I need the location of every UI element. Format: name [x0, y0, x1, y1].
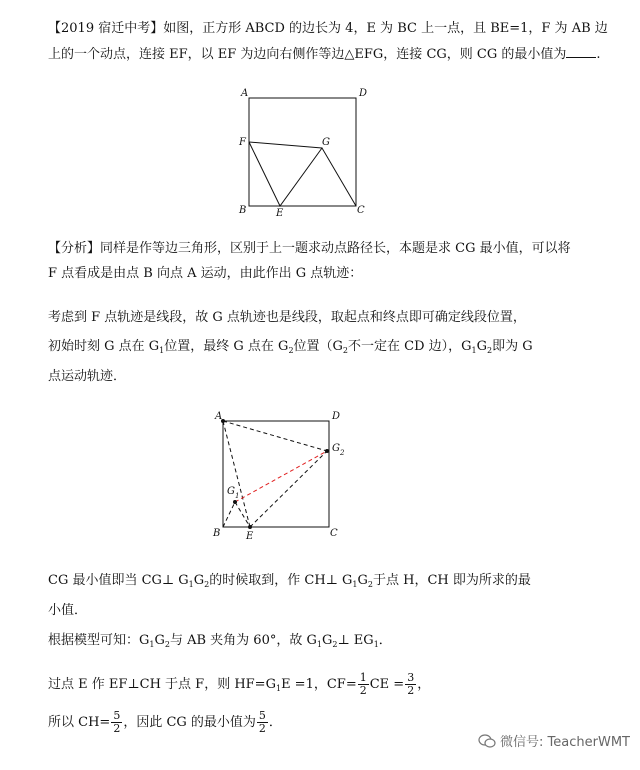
c4a: 过点 E 作 EF⊥CH 于点 F，则 HF=G — [48, 677, 276, 692]
label-g2 — [332, 443, 345, 457]
sub-2b: 2 — [342, 346, 349, 355]
dashed-eg2 — [250, 451, 327, 527]
para-2e: 即为 G — [492, 339, 533, 354]
analysis-line-1 — [48, 240, 571, 258]
square-abcd-2 — [223, 421, 329, 527]
three-num: 3 — [407, 671, 415, 684]
para-line-1 — [48, 309, 526, 327]
label-a: A — [241, 88, 249, 99]
analysis-text-2: F 点看成是由点 B 向点 A 运动，由此作出 G 点轨迹： — [48, 266, 363, 281]
analysis-line-2 — [48, 265, 362, 283]
para-text-3: 点运动轨迹． — [48, 369, 127, 384]
fraction-half — [358, 672, 369, 697]
conclusion-line-5 — [48, 708, 282, 738]
label-c2: C — [330, 528, 338, 539]
c1c: 于点 H，CH 即为所求的最 — [373, 573, 531, 588]
analysis-tag: 【分析】 — [48, 241, 101, 256]
c5a: 所以 CH= — [48, 715, 111, 730]
dashed-g1e — [235, 502, 250, 527]
c3-sub5: 1 — [373, 640, 379, 649]
label-a2: A — [215, 411, 223, 422]
c1a: CG 最小值即当 CG⊥ G — [48, 573, 189, 588]
c5c: ． — [268, 715, 282, 730]
sub-1a: 1 — [159, 346, 165, 355]
para-2d: 不一定在 CD 边），G — [348, 339, 472, 354]
triangle-efg-path — [249, 142, 356, 206]
five-den-2: 2 — [258, 722, 266, 735]
c4c: CE = — [369, 677, 405, 692]
c4b: E =1，CF= — [281, 677, 357, 692]
label-d: D — [359, 88, 368, 99]
label-g2-sub: 2 — [340, 449, 345, 457]
sub-2c: 2 — [487, 346, 493, 355]
c1-sub4: 2 — [367, 580, 373, 589]
para-text-1: 考虑到 F 点轨迹是线段，故 G 点轨迹也是线段，取起点和终点即可确定线段位置， — [48, 310, 526, 325]
problem-text-1: 如图，正方形 ABCD 的边长为 4，E 为 BC 上一点，且 BE=1，F 为 AB 边 — [163, 21, 608, 36]
problem-period: . — [596, 47, 601, 62]
c4-sub1: 1 — [275, 684, 282, 693]
fraction-five-halves-2 — [257, 710, 268, 735]
problem-text-2: 上的一个动点，连接 EF，以 EF 为边向右侧作等边△EFG，连接 CG，则 CG 的最小值为 — [48, 47, 567, 62]
dashed-bg1 — [223, 502, 235, 527]
fraction-three-halves — [405, 672, 416, 697]
c1b: 的时候取到，作 CH⊥ G — [209, 573, 353, 588]
figure-2 — [205, 405, 355, 545]
problem-line-2 — [48, 45, 601, 64]
c1-sub3: 1 — [352, 580, 358, 589]
label-b: B — [239, 205, 247, 216]
label-e2: E — [246, 531, 254, 542]
label-g: G — [322, 137, 330, 148]
c1-sub1: 1 — [188, 580, 194, 589]
square-abcd — [249, 98, 356, 206]
sub-1b: 1 — [471, 346, 477, 355]
answer-blank — [566, 45, 596, 58]
conclusion-line-4 — [48, 670, 430, 704]
label-c: C — [357, 205, 365, 216]
segment-fg — [249, 142, 322, 148]
figure-1 — [230, 84, 380, 219]
five-num-2: 5 — [258, 709, 266, 722]
c3a: 根据模型可知：G — [48, 633, 150, 648]
watermark-text: 微信号: TeacherWMT — [500, 735, 630, 750]
point-e — [248, 525, 252, 529]
c3b: 与 AB 夹角为 60°，故 G — [169, 633, 317, 648]
conclusion-line-3: 根据模型可知：$G_1G_2$与 AB 夹角为 60°，故 $G_1G_2\perp$ $EG_1$． — [48, 633, 392, 649]
label-e: E — [276, 208, 284, 219]
label-b2: B — [213, 528, 221, 539]
c3-sub2: 2 — [164, 640, 170, 649]
locus-g1g2 — [235, 451, 327, 502]
c3c: ⊥ EG — [337, 633, 374, 648]
para-2a: 初始时刻 G 点在 G — [48, 339, 160, 354]
para-2c: 位置（G — [293, 339, 343, 354]
dashed-ae — [223, 421, 250, 527]
para-2b: 位置，最终 G 点在 G — [164, 339, 289, 354]
analysis-text-1: 同样是作等边三角形，区别于上一题求动点路径长，本题是求 CG 最小值，可以将 — [100, 241, 571, 256]
c3-sub3: 1 — [316, 640, 322, 649]
point-g1 — [233, 500, 237, 504]
c2: 小值． — [48, 603, 88, 618]
label-g1 — [227, 486, 239, 500]
three-den: 2 — [407, 684, 415, 697]
c3d: ． — [378, 633, 392, 648]
problem-tag: 【2019 宿迁中考】 — [48, 21, 164, 36]
conclusion-line-1: CG 最小值即当 CG⊥ $G_1G_2$的时候取到，作 CH⊥ $G_1G_2$于点 H，CH 即为所求的最 — [48, 573, 531, 589]
label-f: F — [239, 137, 246, 148]
c4d: ， — [417, 677, 431, 692]
half-den: 2 — [359, 684, 367, 697]
half-num: 1 — [359, 671, 367, 684]
para-line-3 — [48, 368, 126, 386]
five-num-1: 5 — [113, 709, 121, 722]
label-g1-main: G — [227, 486, 235, 497]
five-den-1: 2 — [113, 722, 121, 735]
c3-sub1: 1 — [149, 640, 155, 649]
c3-sub4: 2 — [332, 640, 338, 649]
fraction-five-halves-1 — [111, 710, 122, 735]
label-d2: D — [332, 411, 341, 422]
point-g2 — [325, 449, 329, 453]
wechat-icon — [478, 734, 496, 748]
dashed-ag2 — [223, 421, 327, 451]
conclusion-line-2 — [48, 602, 87, 620]
c5b: ，因此 CG 的最小值为 — [123, 715, 256, 730]
label-g1-sub: 1 — [235, 492, 240, 500]
watermark — [478, 731, 630, 750]
problem-line-1 — [48, 20, 608, 38]
sub-2a: 2 — [288, 346, 294, 355]
label-g2-main: G — [332, 443, 340, 454]
c1-sub2: 2 — [204, 580, 210, 589]
para-line-2: 初始时刻 G 点在 $G_1$位置，最终 G 点在 $G_2$位置（$G_2$不一定在 CD 边），$G_1G_2$即为 G — [48, 339, 533, 355]
